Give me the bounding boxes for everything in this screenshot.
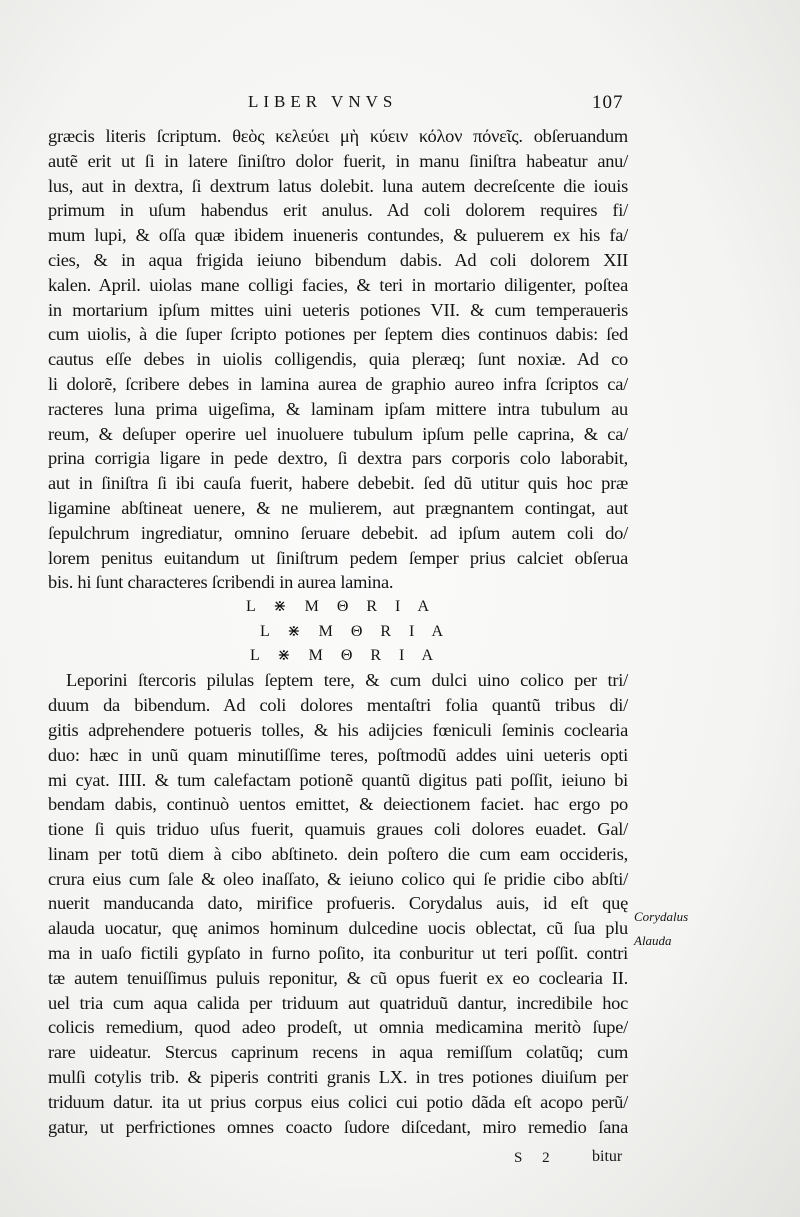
text-line: græcis literis ſcriptum. θεὸς κελεύει μὴ κύειν κόλον πόνεῖς. obſeruandum — [48, 126, 628, 146]
text-line: lus, aut in dextra, ſi dextrum latus dolebit. luna autem decreſcente die iouis — [48, 175, 628, 196]
text-line: primum in uſum habendus erit anulus. Ad coli dolorem requires fi/ — [48, 200, 628, 221]
text-line: autẽ erit ut ſi in latere ſiniſtro dolor fuerit, in manu ſiniſtra habeatur anu/ — [48, 150, 628, 171]
marginal-note: Alauda — [634, 933, 672, 948]
signature-mark: S 2 — [514, 1150, 558, 1166]
text-line: mum lupi, & oſſa quæ ibidem inueneris contundes, & puluerem ex his fa/ — [48, 225, 628, 246]
magic-characters-line: L ⋇ M Θ R I A — [250, 646, 441, 664]
catchword: bitur — [592, 1148, 623, 1165]
text-line: cum uiolis, à die ſuper ſcripto potiones per ſeptem dies continuos dabis: ſed — [48, 324, 628, 345]
magic-characters-line: L ⋇ M Θ R I A — [246, 598, 437, 616]
body-text — [48, 124, 628, 1139]
text-line: bendam dabis, continuò uentos emittet, & deiectionem faciet. hac ergo po — [48, 794, 628, 815]
text-line: gatur, ut perfrictiones omnes coacto ſudore diſcedant, miro remedio ſana — [48, 1116, 628, 1137]
running-head-title: LIBER VNVS — [248, 92, 398, 111]
text-line: ſepulchrum ingrediatur, omnino ſeruare debebit. ad ipſum autem coli do/ — [48, 522, 628, 543]
text-line: cautus eſſe debes in uiolis colligendis, quia pleræq; ſunt noxiæ. Ad co — [48, 349, 628, 370]
text-line: linam per totũ diem à cibo abſtineto. dein poſtero die cum eam occideris, — [48, 843, 628, 864]
text-line: in mortarium ipſum mittes uini ueteris potiones VII. & cum temperaueris — [48, 299, 628, 320]
folio-number: 107 — [592, 92, 624, 113]
text-line: duum da bibendum. Ad coli dolores mentaſtri folia quantũ tribus di/ — [48, 695, 628, 716]
text-line: reum, & deſuper operire uel inuoluere tubulum ipſum pelle caprina, & ca/ — [48, 423, 628, 444]
text-line: colicis remedium, quod adeo prodeſt, ut omnia medicamina meritò ſupe/ — [48, 1017, 628, 1038]
text-line: crura eius cum ſale & oleo inaſſato, & ieiuno colico qui ſe pridie cibo abſti/ — [48, 868, 628, 889]
text-line: li dolorẽ, ſcribere debes in lamina aurea de graphio aureo infra ſcriptos ca/ — [48, 373, 628, 394]
text-line: mi cyat. IIII. & tum calefactam potionẽ quantũ digitus pati poſſit, ieiuno bi — [48, 769, 628, 790]
text-line: uel tria cum aqua calida per triduum aut quatriduũ dantur, incredibile hoc — [48, 992, 628, 1013]
text-line: Leporini ſtercoris pilulas ſeptem tere, & cum dulci uino colico per tri/ — [66, 670, 628, 691]
text-line: bis. hi ſunt characteres ſcribendi in aurea lamina. — [48, 572, 394, 593]
text-line: cies, & in aqua frigida ieiuno bibendum dabis. Ad coli dolorem XII — [48, 249, 628, 270]
text-line: mulſi cotylis trib. & piperis contriti granis LX. in tres potiones diuiſum per — [48, 1067, 628, 1088]
magic-characters-line: L ⋇ M Θ R I A — [260, 622, 451, 640]
text-line: alauda uocatur, quę animos hominum dulcedine uocis oblectat, cũ ſua plu — [48, 918, 628, 939]
text-line: triduum datur. ita ut prius corpus eius colici cui potio dãda eſt acopo perũ/ — [48, 1091, 628, 1112]
text-line: ligamine abſtineat uenere, & ne mulierem, aut prægnantem contingat, aut — [48, 497, 628, 518]
text-line: rare uideatur. Stercus caprinum recens in aqua remiſſum colatũq; cum — [48, 1042, 628, 1063]
text-line: nuerit manducanda dato, mirifice profueris. Corydalus auis, id eſt quę — [48, 893, 628, 914]
text-line: tione ſi quis triduo uſus fuerit, quamuis graues coli dolores euadet. Gal/ — [48, 819, 628, 840]
text-line: racteres luna prima uigeſima, & laminam ipſam mittere intra tubulum au — [48, 398, 628, 419]
text-line: lorem penitus euitandum ut ſiniſtrum pedem ſemper prius calciet obſerua — [48, 547, 628, 568]
text-line: ma in uaſo fictili gypſato in furno poſito, ita conburitur ut teri poſſit. contri — [48, 943, 628, 964]
text-line: aut in ſiniſtra ſi ibi cauſa fuerit, habere debebit. ſed dũ utitur quis hoc præ — [48, 473, 628, 494]
running-head — [0, 92, 800, 118]
text-line: tæ autem tenuiſſimus puluis reponitur, & cũ opus fuerit ex eo coclearia II. — [48, 967, 628, 988]
text-line: prina corrigia ligare in pede dextro, ſi dextra pars corporis colo laborabit, — [48, 448, 628, 469]
text-line: gitis adprehendere potueris tolles, & his adijcies fœniculi ſeminis coclearia — [48, 719, 628, 740]
text-line: kalen. April. uiolas mane colligi facies, & teri in mortario diligenter, poſtea — [48, 274, 628, 295]
marginal-notes — [634, 905, 784, 953]
marginal-note: Corydalus — [634, 909, 689, 924]
text-line: duo: hæc in unũ quam minutiſſime teres, poſtmodũ addes uini ueteris opti — [48, 744, 628, 765]
